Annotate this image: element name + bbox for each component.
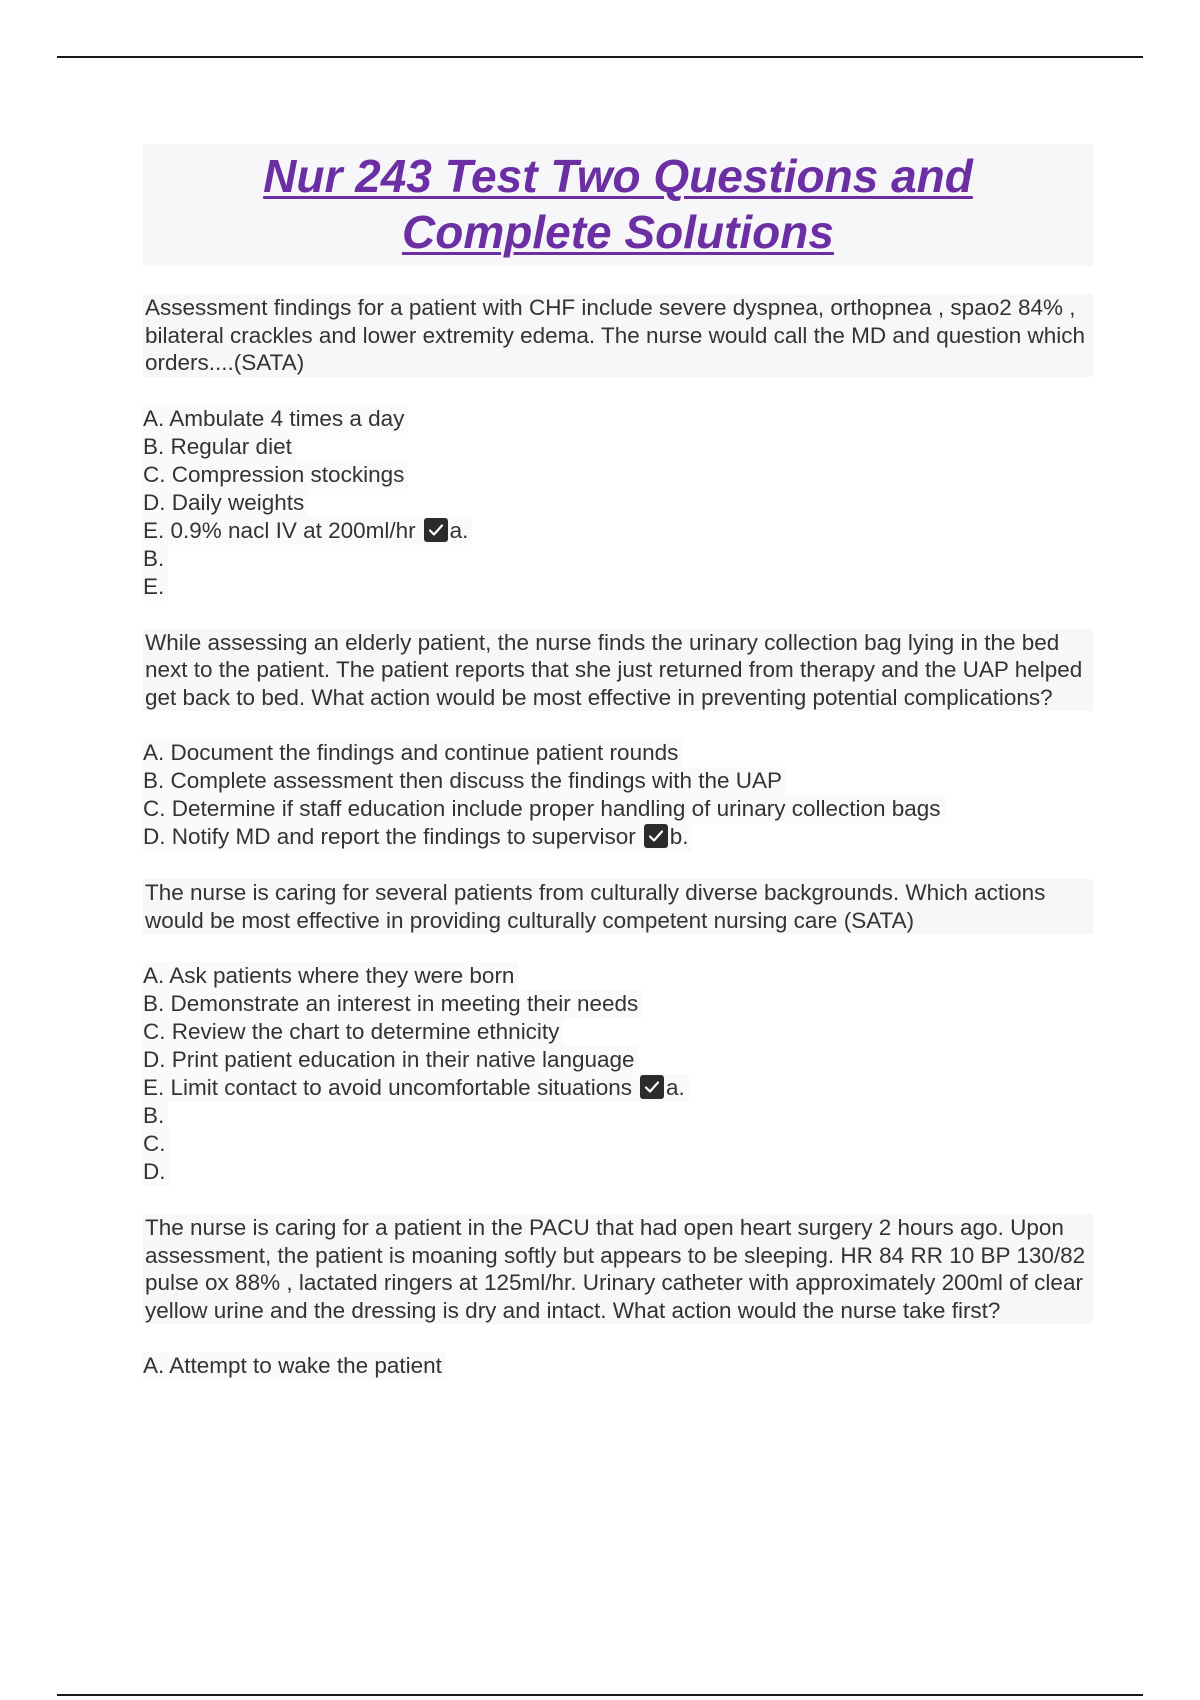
- option-a: A. Attempt to wake the patient: [143, 1352, 446, 1380]
- title-line-2: Complete Solutions: [402, 206, 834, 258]
- answer-first: b.: [669, 824, 689, 849]
- title-block: [143, 144, 1093, 266]
- question-2: [143, 629, 1093, 852]
- option-d-with-answer: [143, 823, 692, 851]
- answer-first: a.: [666, 1075, 685, 1100]
- top-rule: [57, 56, 1143, 58]
- option-e: E. Limit contact to avoid uncomfortable situations: [143, 1075, 633, 1100]
- option-b: B. Regular diet: [143, 433, 296, 461]
- document-title: [153, 148, 1083, 260]
- option-c: C. Determine if staff education include proper handling of urinary collection bags: [143, 795, 945, 823]
- answer-line: B.: [143, 545, 168, 573]
- bottom-rule: [57, 1694, 1143, 1696]
- option-d: D. Daily weights: [143, 489, 308, 517]
- question-stem: Assessment findings for a patient with CHF include severe dyspnea, orthopnea , spao2 84% , bilateral crackles and lower extremity edema. The nurse would call the MD and question which orders....(SATA): [143, 294, 1093, 377]
- option-d: D. Print patient education in their native language: [143, 1046, 639, 1074]
- option-list: [143, 739, 1093, 851]
- option-c: C. Review the chart to determine ethnicity: [143, 1018, 563, 1046]
- checkmark-icon: [640, 1075, 664, 1099]
- option-e: E. 0.9% nacl IV at 200ml/hr: [143, 517, 416, 543]
- question-stem: While assessing an elderly patient, the nurse finds the urinary collection bag lying in the bed next to the patient. The patient reports that she just returned from therapy and the UAP helped get back to bed. What action would be most effective in preventing potential complications?: [143, 629, 1093, 712]
- title-line-1: Nur 243 Test Two Questions and: [263, 150, 973, 202]
- option-list: [143, 405, 1093, 601]
- answer-line: D.: [143, 1158, 170, 1186]
- question-3: [143, 879, 1093, 1186]
- question-stem: The nurse is caring for several patients from culturally diverse backgrounds. Which actions would be most effective in providing culturally competent nursing care (SATA): [143, 879, 1093, 934]
- option-b: B. Complete assessment then discuss the findings with the UAP: [143, 767, 786, 795]
- answer-line: B.: [143, 1102, 168, 1130]
- checkmark-icon: [644, 824, 668, 848]
- option-e-with-answer: [143, 517, 472, 545]
- document-body: [143, 144, 1093, 1408]
- option-d: D. Notify MD and report the findings to supervisor: [143, 824, 636, 849]
- question-1: [143, 294, 1093, 601]
- option-a: A. Document the findings and continue patient rounds: [143, 739, 682, 767]
- option-a: A. Ambulate 4 times a day: [143, 405, 408, 433]
- option-b: B. Demonstrate an interest in meeting their needs: [143, 990, 642, 1018]
- checkmark-icon: [424, 518, 448, 542]
- answer-line: C.: [143, 1130, 170, 1158]
- option-e-with-answer: [143, 1074, 689, 1102]
- option-c: C. Compression stockings: [143, 461, 408, 489]
- option-a: A. Ask patients where they were born: [143, 962, 518, 990]
- answer-first: a.: [449, 517, 469, 543]
- answer-line: E.: [143, 573, 168, 601]
- question-4: [143, 1214, 1093, 1380]
- question-stem: The nurse is caring for a patient in the PACU that had open heart surgery 2 hours ago. Upon assessment, the patient is moaning softly but appears to be sleeping. HR 84 RR 10 BP 130/82 pulse ox 88% , lactated ringers at 125ml/hr. Urinary catheter with approximately 200ml of clear yellow urine and the dressing is dry and intact. What action would the nurse take first?: [143, 1214, 1093, 1324]
- option-list: [143, 962, 1093, 1186]
- option-list: [143, 1352, 1093, 1380]
